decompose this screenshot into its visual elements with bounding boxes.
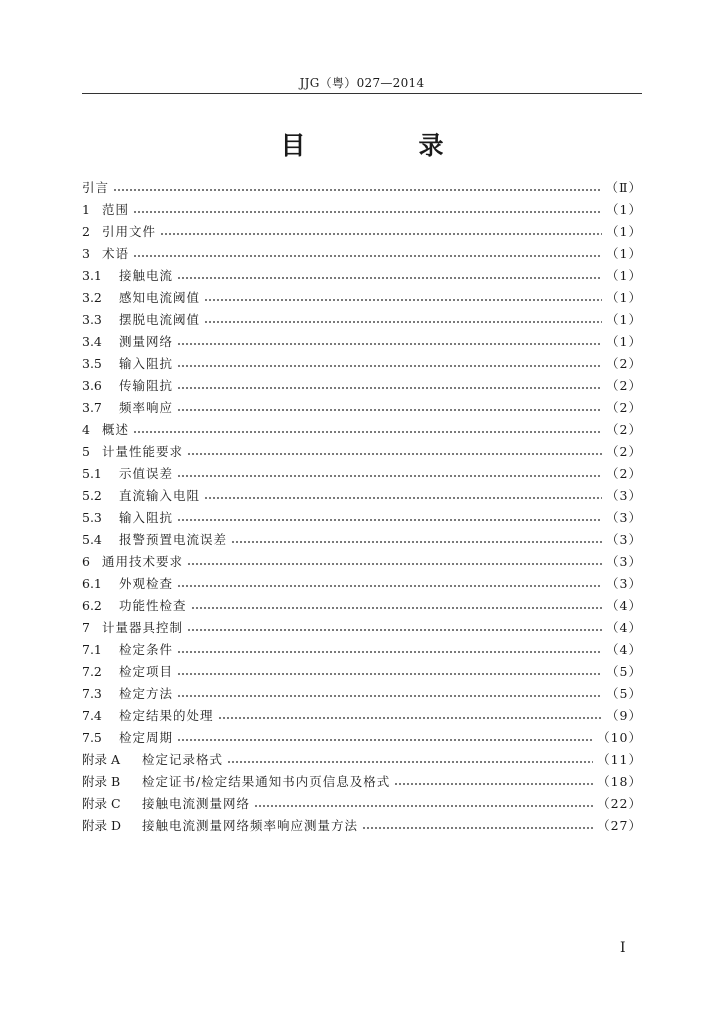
toc-entry[interactable] xyxy=(82,419,642,441)
toc-dot-leader xyxy=(160,225,602,239)
toc-entry-title: 术语 xyxy=(102,246,130,261)
toc-entry-title: 检定周期 xyxy=(119,730,174,745)
toc-entry-title: 检定记录格式 xyxy=(142,752,224,767)
toc-dot-leader xyxy=(177,643,602,657)
toc-entry-page: （1） xyxy=(606,290,642,305)
toc-entry-page: （5） xyxy=(606,664,642,679)
toc-entry-page: （1） xyxy=(606,312,642,327)
toc-entry-title: 检定条件 xyxy=(119,642,174,657)
toc-entry[interactable] xyxy=(82,265,642,287)
toc-entry-page: （1） xyxy=(606,246,642,261)
toc-entry-page: （2） xyxy=(606,466,642,481)
toc-entry-page: （1） xyxy=(606,334,642,349)
toc-dot-leader xyxy=(133,247,602,261)
toc-entry[interactable] xyxy=(82,705,642,727)
toc-dot-leader xyxy=(394,775,593,789)
toc-entry-title: 输入阻抗 xyxy=(119,510,174,525)
toc-entry-number: 3.6 xyxy=(82,378,102,393)
toc-entry-page: （Ⅱ） xyxy=(605,180,642,195)
toc-entry-page: （3） xyxy=(606,488,642,503)
toc-entry[interactable] xyxy=(82,683,642,705)
toc-entry-title: 功能性检查 xyxy=(119,598,187,613)
toc-entry-number: 7 xyxy=(82,620,90,635)
toc-entry-number: 附录 A xyxy=(82,752,121,767)
toc-entry[interactable] xyxy=(82,639,642,661)
header-rule xyxy=(82,93,642,94)
toc-entry-number: 7.4 xyxy=(82,708,102,723)
toc-entry[interactable] xyxy=(82,177,642,199)
toc-dot-leader xyxy=(177,401,602,415)
toc-entry-page: （3） xyxy=(606,576,642,591)
toc-dot-leader xyxy=(177,269,602,283)
toc-entry-number: 7.3 xyxy=(82,686,102,701)
toc-entry-number: 3.5 xyxy=(82,356,102,371)
page-number: I xyxy=(620,940,626,956)
toc-entry-number: 7.2 xyxy=(82,664,102,679)
toc-dot-leader xyxy=(177,357,602,371)
toc-entry[interactable] xyxy=(82,353,642,375)
toc-entry-number: 3.7 xyxy=(82,400,102,415)
toc-entry-page: （27） xyxy=(597,818,642,833)
toc-entry[interactable] xyxy=(82,573,642,595)
table-of-contents xyxy=(82,177,642,837)
toc-dot-leader xyxy=(177,467,602,481)
toc-entry-page: （18） xyxy=(597,774,642,789)
toc-entry-title: 概述 xyxy=(102,422,130,437)
toc-entry-title: 检定证书/检定结果通知书内页信息及格式 xyxy=(142,774,391,789)
toc-entry-number: 6.1 xyxy=(82,576,102,591)
toc-entry-title: 频率响应 xyxy=(119,400,174,415)
toc-entry-page: （1） xyxy=(606,268,642,283)
toc-entry-page: （1） xyxy=(606,224,642,239)
toc-dot-leader xyxy=(204,291,602,305)
toc-dot-leader xyxy=(177,335,602,349)
toc-dot-leader xyxy=(113,181,601,195)
toc-entry-number: 6.2 xyxy=(82,598,102,613)
toc-dot-leader xyxy=(187,445,602,459)
toc-dot-leader xyxy=(133,423,602,437)
toc-entry[interactable] xyxy=(82,727,642,749)
toc-entry-number: 5.4 xyxy=(82,532,102,547)
toc-entry[interactable] xyxy=(82,595,642,617)
toc-entry-number: 5.3 xyxy=(82,510,102,525)
toc-entry-number: 7.5 xyxy=(82,730,102,745)
toc-entry[interactable] xyxy=(82,749,642,771)
toc-title: 目 录 xyxy=(280,131,488,160)
toc-dot-leader xyxy=(177,687,602,701)
toc-entry-number: 3.2 xyxy=(82,290,102,305)
toc-entry-title: 接触电流 xyxy=(119,268,174,283)
toc-dot-leader xyxy=(177,379,602,393)
toc-entry-number: 附录 B xyxy=(82,774,121,789)
toc-entry-title: 输入阻抗 xyxy=(119,356,174,371)
toc-entry-title: 外观检查 xyxy=(119,576,174,591)
toc-entry-page: （22） xyxy=(597,796,642,811)
toc-entry[interactable] xyxy=(82,441,642,463)
toc-entry-number: 5 xyxy=(82,444,90,459)
toc-entry-page: （3） xyxy=(606,510,642,525)
toc-entry[interactable] xyxy=(82,221,642,243)
toc-entry-title: 摆脱电流阈值 xyxy=(119,312,201,327)
toc-entry-title: 引言 xyxy=(82,180,110,195)
toc-entry-page: （10） xyxy=(597,730,642,745)
toc-dot-leader xyxy=(204,489,602,503)
toc-entry-number: 附录 D xyxy=(82,818,121,833)
toc-entry-title: 计量器具控制 xyxy=(102,620,184,635)
toc-entry[interactable] xyxy=(82,397,642,419)
toc-entry[interactable] xyxy=(82,507,642,529)
toc-dot-leader xyxy=(218,709,603,723)
toc-dot-leader xyxy=(177,511,602,525)
toc-entry[interactable] xyxy=(82,771,642,793)
toc-entry-title: 检定方法 xyxy=(119,686,174,701)
toc-entry-page: （4） xyxy=(606,620,642,635)
toc-entry-page: （4） xyxy=(606,598,642,613)
toc-entry-number: 7.1 xyxy=(82,642,102,657)
toc-entry[interactable] xyxy=(82,617,642,639)
toc-entry-page: （2） xyxy=(606,378,642,393)
toc-dot-leader xyxy=(133,203,602,217)
toc-entry-page: （2） xyxy=(606,422,642,437)
toc-dot-leader xyxy=(254,797,593,811)
toc-entry-number: 5.2 xyxy=(82,488,102,503)
toc-entry[interactable] xyxy=(82,287,642,309)
toc-dot-leader xyxy=(227,753,593,767)
toc-entry[interactable] xyxy=(82,529,642,551)
toc-entry-page: （3） xyxy=(606,554,642,569)
toc-entry[interactable] xyxy=(82,485,642,507)
toc-entry[interactable] xyxy=(82,661,642,683)
toc-entry[interactable] xyxy=(82,309,642,331)
toc-entry[interactable] xyxy=(82,375,642,397)
toc-entry-title: 感知电流阈值 xyxy=(119,290,201,305)
toc-entry-title: 范围 xyxy=(102,202,130,217)
toc-entry-number: 3.3 xyxy=(82,312,102,327)
toc-entry[interactable] xyxy=(82,463,642,485)
toc-dot-leader xyxy=(191,599,603,613)
toc-entry-title: 引用文件 xyxy=(102,224,157,239)
toc-entry-number: 3 xyxy=(82,246,90,261)
toc-dot-leader xyxy=(177,731,593,745)
toc-dot-leader xyxy=(177,577,602,591)
toc-entry[interactable] xyxy=(82,793,642,815)
toc-entry-title: 接触电流测量网络 xyxy=(142,796,251,811)
toc-entry-title: 报警预置电流误差 xyxy=(119,532,228,547)
toc-entry[interactable] xyxy=(82,815,642,837)
toc-dot-leader xyxy=(231,533,602,547)
toc-entry-title: 传输阻抗 xyxy=(119,378,174,393)
toc-entry-page: （9） xyxy=(606,708,642,723)
toc-entry-title: 检定结果的处理 xyxy=(119,708,214,723)
toc-dot-leader xyxy=(204,313,602,327)
toc-entry-title: 通用技术要求 xyxy=(102,554,184,569)
toc-entry-page: （5） xyxy=(606,686,642,701)
toc-entry[interactable] xyxy=(82,199,642,221)
toc-entry-page: （11） xyxy=(597,752,642,767)
toc-entry-number: 3.4 xyxy=(82,334,102,349)
toc-entry-page: （2） xyxy=(606,400,642,415)
toc-entry[interactable] xyxy=(82,331,642,353)
toc-entry-number: 附录 C xyxy=(82,796,121,811)
toc-entry-title: 直流输入电阻 xyxy=(119,488,201,503)
toc-entry-page: （3） xyxy=(606,532,642,547)
toc-entry-page: （1） xyxy=(606,202,642,217)
toc-entry-title: 检定项目 xyxy=(119,664,174,679)
toc-dot-leader xyxy=(362,819,593,833)
toc-entry-number: 5.1 xyxy=(82,466,102,481)
toc-dot-leader xyxy=(177,665,602,679)
toc-entry-number: 4 xyxy=(82,422,90,437)
toc-entry-number: 2 xyxy=(82,224,90,239)
toc-dot-leader xyxy=(187,555,602,569)
toc-entry-number: 6 xyxy=(82,554,90,569)
toc-entry-title: 测量网络 xyxy=(119,334,174,349)
toc-entry-page: （4） xyxy=(606,642,642,657)
toc-entry-page: （2） xyxy=(606,444,642,459)
document-code: JJG（粤）027—2014 xyxy=(299,76,425,90)
toc-dot-leader xyxy=(187,621,602,635)
toc-entry-number: 1 xyxy=(82,202,90,217)
toc-entry-number: 3.1 xyxy=(82,268,102,283)
toc-entry[interactable] xyxy=(82,551,642,573)
toc-entry-title: 示值误差 xyxy=(119,466,174,481)
toc-entry-page: （2） xyxy=(606,356,642,371)
toc-entry-title: 接触电流测量网络频率响应测量方法 xyxy=(142,818,359,833)
toc-entry-title: 计量性能要求 xyxy=(102,444,184,459)
toc-entry[interactable] xyxy=(82,243,642,265)
